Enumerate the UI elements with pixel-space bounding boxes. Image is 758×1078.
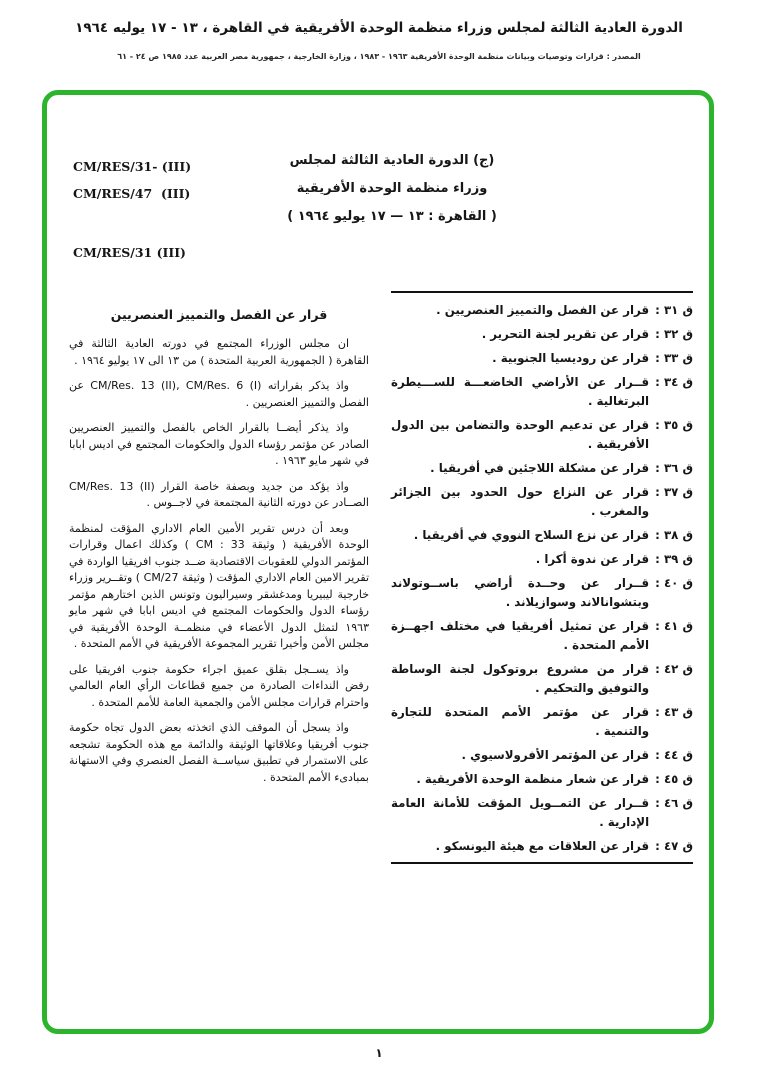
resolution-number: ق ٣٢ : <box>655 327 693 341</box>
resolution-number: ق ٤٦ : <box>655 796 693 810</box>
resolution-text: قرار عن الفصل والتمييز العنصريين . <box>436 303 650 317</box>
resolution-item <box>391 416 693 454</box>
resolution-item <box>391 574 693 612</box>
resolution-text: قــرار عن الأراضي الخاضعـــة للســـيطرة البرتغالية . <box>391 375 650 408</box>
article-paragraph: ان مجلس الوزراء المجتمع في دورته العادية الثالثة في القاهرة ( الجمهورية العربية المتحدة ) من ١٣ الى ١٧ يوليو ١٩٦٤ . <box>69 337 369 367</box>
resolution-item <box>391 703 693 741</box>
resolution-item <box>391 770 693 789</box>
resolution-item <box>391 660 693 698</box>
resolutions-column <box>391 291 693 864</box>
article-paragraph: وبعد أن درس تقرير الأمين العام الاداري المؤقت لمنظمة الوحدة الأفريقية ( وثيقة ‎CM : 33‎ ) وكذلك اعمال وقرارات المؤتمر الدولي للعقوبات الاقتصادية ضــد جنوب افريقيا الواردة في تقرير الامين العام الاداري المؤقت ( وثيقة ‎CM/27‎ ) وتقــرير وزراء خارجية ليبيريا ومدغشقر وسيراليون وتونس الذين اختارهم مؤتمر رؤساء الدول والحكومات المجتمع في اديس ابابا في شهر مايو ١٩٦٣ لتمثل الدول الأعضاء في منظمــة الوحدة الأفريقية في مجلس الأمن وأخيرا تقرير المجموعة الأفريقية في الأمم المتحدة . <box>69 521 370 650</box>
resolution-item <box>391 301 693 320</box>
reference-codes-top <box>73 153 191 207</box>
resolution-text: قرار من مشروع بروتوكول لجنة الوساطة والتوفيق والتحكيم . <box>391 662 650 695</box>
article-title: قرار عن الفصل والتمييز العنصريين <box>110 307 328 322</box>
bottom-rule <box>391 862 693 864</box>
resolution-number: ق ٣٧ : <box>655 485 693 499</box>
top-rule <box>391 291 693 293</box>
resolution-number: ق ٣٣ : <box>655 351 693 365</box>
resolution-number: ق ٣٥ : <box>655 418 693 432</box>
session-title-block <box>272 147 512 231</box>
resolution-text: قرار عن تدعيم الوحدة والتضامن بين الدول الأفريقية . <box>391 418 650 451</box>
resolution-number: ق ٣٦ : <box>655 461 693 475</box>
session-title-line2: وزراء منظمة الوحدة الأفريقية <box>296 181 488 196</box>
session-title-line3: ( القاهرة : ١٣ — ١٧ يوليو ١٩٦٤ ) <box>287 209 497 224</box>
article-paragraph: واذ يسجل أن الموقف الذي اتخذته بعض الدول تجاه حكومة جنوب أفريقيا وعلاقاتها الوثيقة والدائمة مع هذه الحكومة تشجعه على الاستمرار في تطبيق سياســة الفصل العنصري وفي الاستهانة بمبادىء الأمم المتحدة . <box>69 721 369 784</box>
reference-code-1: CM/RES/31- (III) <box>73 159 192 174</box>
resolution-text: قرار عن ندوة أكرا . <box>535 552 650 566</box>
resolution-number: ق ٤٠ : <box>655 576 693 590</box>
resolution-number: ق ٤٣ : <box>655 705 693 719</box>
resolution-text: قرار عن شعار منظمة الوحدة الأفريقية . <box>416 772 650 786</box>
article-paragraph: واذ يذكر بقراراته ‎CM/Res. 13 (II), CM/Res.‎ ‎6 (I)‎ عن الفصل والتمييز العنصريين . <box>69 379 369 409</box>
resolution-text: قرار عن تمثيل أفريقيا في مختلف اجهــزة الأمم المتحدة . <box>391 619 650 652</box>
resolution-text: قرار عن العلاقات مع هيئة اليونسكو . <box>435 839 650 853</box>
resolution-number: ق ٤٢ : <box>655 662 693 676</box>
page-number: ١ <box>375 1046 383 1060</box>
section-reference-code: CM/RES/31 (III) <box>73 245 186 260</box>
resolution-text: قرار عن نزع السلاح النووي في أفريقيا . <box>413 528 650 542</box>
resolution-number: ق ٤٤ : <box>655 748 693 762</box>
article-paragraph: واذ يذكر أيضــا بالقرار الخاص بالفصل والتمييز العنصريين الصادر عن مؤتمر رؤساء الدول والحكومات المجتمع في اديس ابابا في شهر مايو ١٩٦٣ . <box>69 421 369 467</box>
article-paragraph: واذ يؤكد من جديد وبصفة خاصة القرار ‎CM/Res.‎ ‎13 (II)‎ الصــادر عن دورته الثانية المجتمعة في لاجــوس . <box>69 479 369 509</box>
resolution-number: ق ٣١ : <box>655 303 693 317</box>
resolution-item <box>391 459 693 478</box>
document-header-source: المصدر : قرارات وتوصيات وبيانات منظمة الوحدة الأفريقية ١٩٦٣ - ١٩٨٣ ، وزارة الخارجية ، جمهورية مصر العربية عدد ١٩٨٥ ص ٢٤ - ٦١ <box>117 52 641 61</box>
resolution-text: قرار عن مشكلة اللاجئين في أفريقيا . <box>430 461 650 475</box>
resolution-text: قرار عن تقرير لجنة التحرير . <box>481 327 650 341</box>
resolution-text: قرار عن روديسيا الجنوبية . <box>492 351 650 365</box>
green-border-frame <box>42 90 714 1034</box>
resolution-text: قرار عن مؤتمر الأمم المتحدة للتجارة والتنمية . <box>391 705 650 738</box>
resolution-item <box>391 373 693 411</box>
resolution-number: ق ٤٧ : <box>655 839 693 853</box>
resolution-item <box>391 746 693 765</box>
resolution-number: ق ٣٨ : <box>655 528 693 542</box>
resolution-item <box>391 349 693 368</box>
reference-code-2: CM/RES/47 (III) <box>73 186 191 201</box>
article-column <box>69 307 369 795</box>
resolution-item <box>391 526 693 545</box>
resolution-item <box>391 550 693 569</box>
resolution-item <box>391 483 693 521</box>
resolution-number: ق ٤٥ : <box>655 772 693 786</box>
article-paragraph: واذ يســجل بقلق عميق اجراء حكومة جنوب افريقيا على رفض النداءات الصادرة من جميع قطاعات الرأي العام العالمي واحترام قرارات مجلس الأمن والجمعية العامة للأمم المتحدة . <box>69 662 369 709</box>
resolutions-list <box>391 301 693 856</box>
resolution-item <box>391 325 693 344</box>
resolution-number: ق ٣٩ : <box>655 552 693 566</box>
resolution-number: ق ٤١ : <box>655 619 693 633</box>
resolution-text: قــرار عن وحــدة أراضي باســوتولاند وبتشوانالاند وسوازيلاند . <box>391 576 650 609</box>
resolution-item <box>391 837 693 856</box>
document-header-title: الدورة العادية الثالثة لمجلس وزراء منظمة الوحدة الأفريقية في القاهرة ، ١٣ - ١٧ يوليه ١٩٦٤ <box>75 20 683 36</box>
resolution-number: ق ٣٤ : <box>655 375 693 389</box>
resolution-text: قــرار عن التمــويل المؤقت للأمانة العامة الإدارية . <box>391 796 650 829</box>
resolution-item <box>391 617 693 655</box>
article-paragraphs <box>69 336 369 786</box>
resolution-text: قرار عن النزاع حول الحدود بين الجزائر والمغرب . <box>391 485 650 518</box>
resolution-item <box>391 794 693 832</box>
resolution-text: قرار عن المؤتمر الأفرولاسيوي . <box>461 748 650 762</box>
session-title-line1: (ج) الدورة العادية الثالثة لمجلس <box>289 153 495 168</box>
